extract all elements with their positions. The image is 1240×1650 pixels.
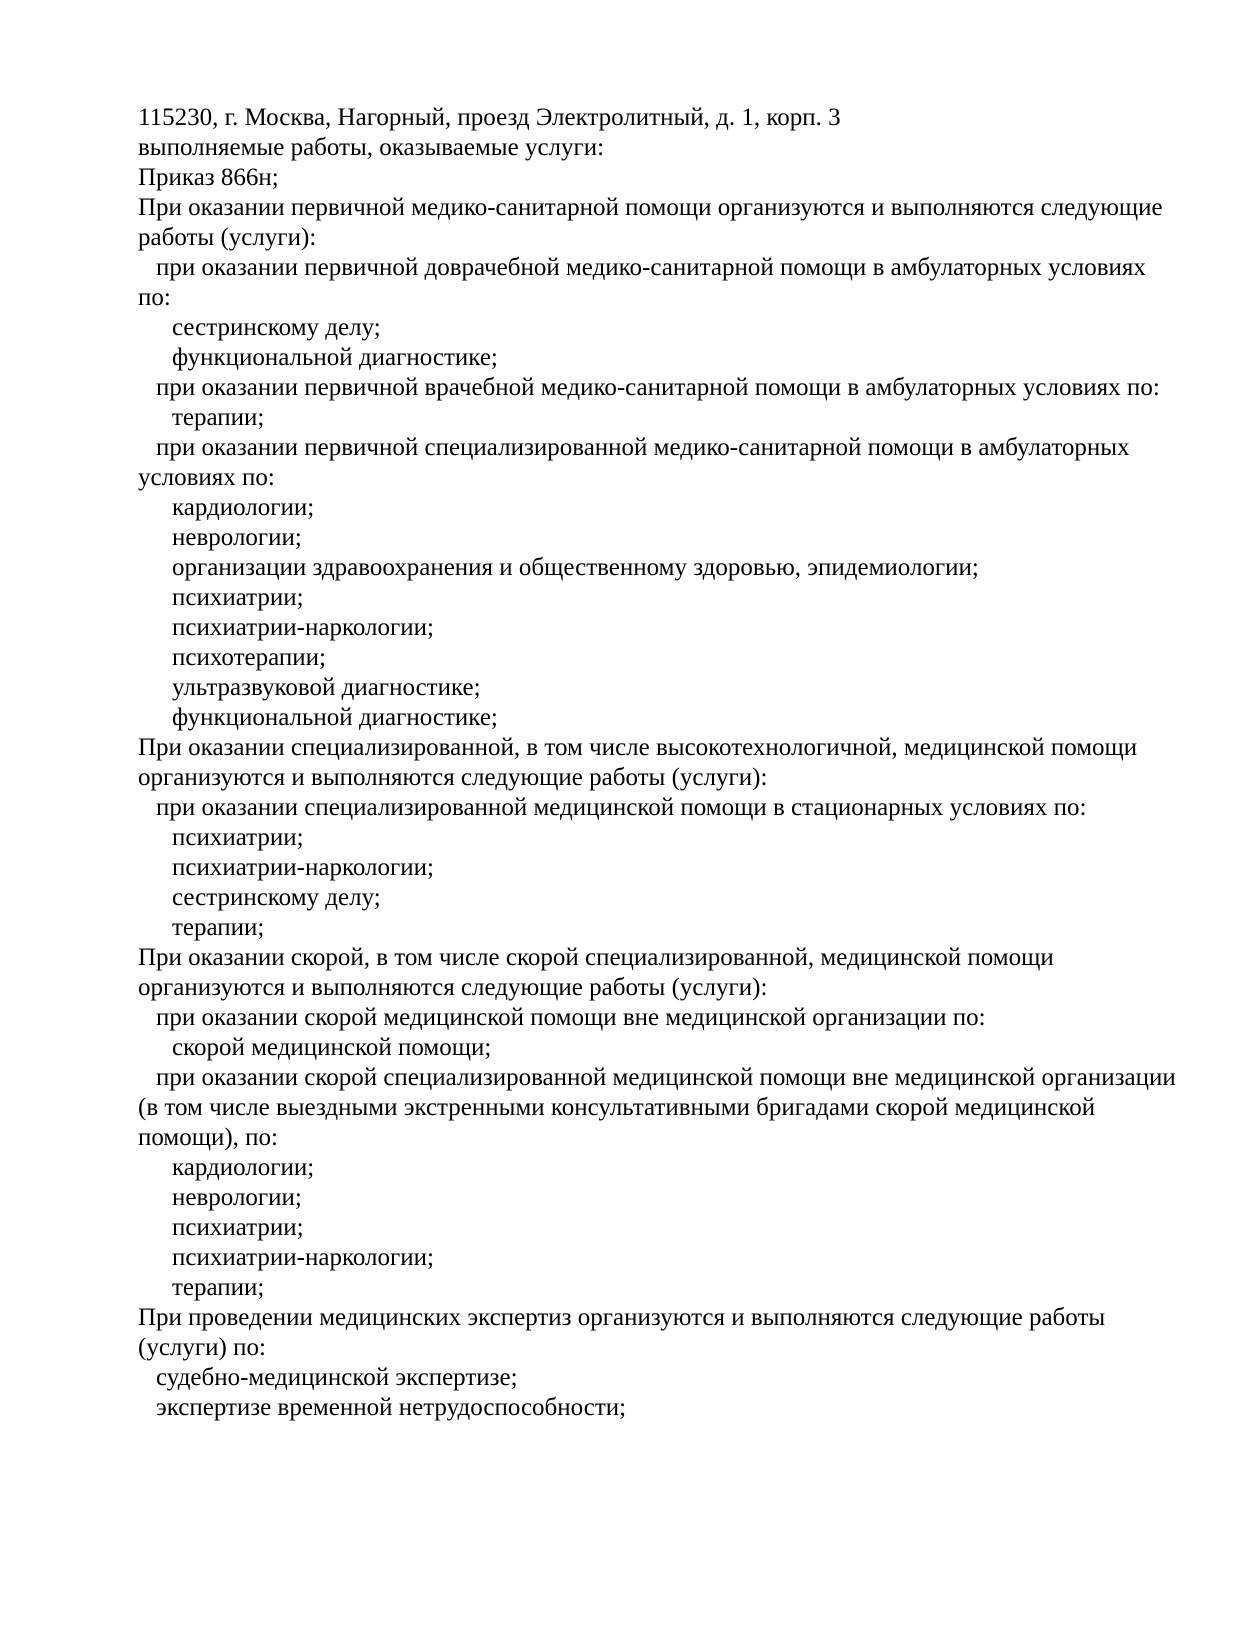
text-line: терапии; — [172, 404, 265, 431]
text-line: скорой медицинской помощи; — [172, 1034, 492, 1061]
text-line: При проведении медицинских экспертиз организуются и выполняются следующие работы — [138, 1304, 1106, 1331]
text-line: кардиологии; — [172, 494, 315, 521]
text-line: ультразвуковой диагностике; — [172, 674, 481, 701]
document-body — [138, 103, 1208, 1423]
text-line: (в том числе выездными экстренными консультативными бригадами скорой медицинской — [138, 1094, 1096, 1121]
text-line: психиатрии; — [172, 1214, 304, 1241]
text-line: сестринскому делу; — [172, 884, 381, 911]
text-line: При оказании первичной медико-санитарной помощи организуются и выполняются следующие — [138, 194, 1163, 221]
text-line: психиатрии; — [172, 824, 304, 851]
text-line: при оказании скорой специализированной медицинской помощи вне медицинской организации — [156, 1064, 1176, 1091]
text-line: организуются и выполняются следующие работы (услуги): — [138, 974, 768, 1001]
text-line: экспертизе временной нетрудоспособности; — [156, 1394, 627, 1421]
text-line: по: — [138, 284, 171, 311]
text-line: психиатрии-наркологии; — [172, 854, 434, 881]
text-line: терапии; — [172, 914, 265, 941]
text-line: При оказании скорой, в том числе скорой специализированной, медицинской помощи — [138, 944, 1054, 971]
text-line: работы (услуги): — [138, 224, 317, 251]
text-line: неврологии; — [172, 524, 302, 551]
text-line: сестринскому делу; — [172, 314, 381, 341]
text-line: условиях по: — [138, 464, 275, 491]
text-line: функциональной диагностике; — [172, 344, 498, 371]
text-line: организации здравоохранения и общественному здоровью, эпидемиологии; — [172, 554, 979, 581]
text-line: кардиологии; — [172, 1154, 315, 1181]
text-line: При оказании специализированной, в том числе высокотехнологичной, медицинской помощи — [138, 734, 1138, 761]
text-line: терапии; — [172, 1274, 265, 1301]
text-line: судебно-медицинской экспертизе; — [156, 1364, 518, 1391]
text-line: Приказ 866н; — [138, 164, 279, 191]
text-line: психиатрии-наркологии; — [172, 1244, 434, 1271]
text-line: помощи), по: — [138, 1124, 279, 1151]
text-line: при оказании первичной специализированной медико-санитарной помощи в амбулаторных — [156, 434, 1130, 461]
text-line: психотерапии; — [172, 644, 326, 671]
text-line: 115230, г. Москва, Нагорный, проезд Электролитный, д. 1, корп. 3 — [138, 104, 841, 131]
text-line: при оказании первичной доврачебной медико-санитарной помощи в амбулаторных условиях — [156, 254, 1146, 281]
text-line: организуются и выполняются следующие работы (услуги): — [138, 764, 768, 791]
text-line: (услуги) по: — [138, 1334, 266, 1361]
text-line: выполняемые работы, оказываемые услуги: — [138, 134, 605, 161]
text-line: при оказании скорой медицинской помощи вне медицинской организации по: — [156, 1004, 986, 1031]
text-line: психиатрии; — [172, 584, 304, 611]
text-line: психиатрии-наркологии; — [172, 614, 434, 641]
text-line: неврологии; — [172, 1184, 302, 1211]
text-line: функциональной диагностике; — [172, 704, 498, 731]
text-line: при оказании первичной врачебной медико-санитарной помощи в амбулаторных условиях по: — [156, 374, 1160, 401]
text-line: при оказании специализированной медицинской помощи в стационарных условиях по: — [156, 794, 1087, 821]
